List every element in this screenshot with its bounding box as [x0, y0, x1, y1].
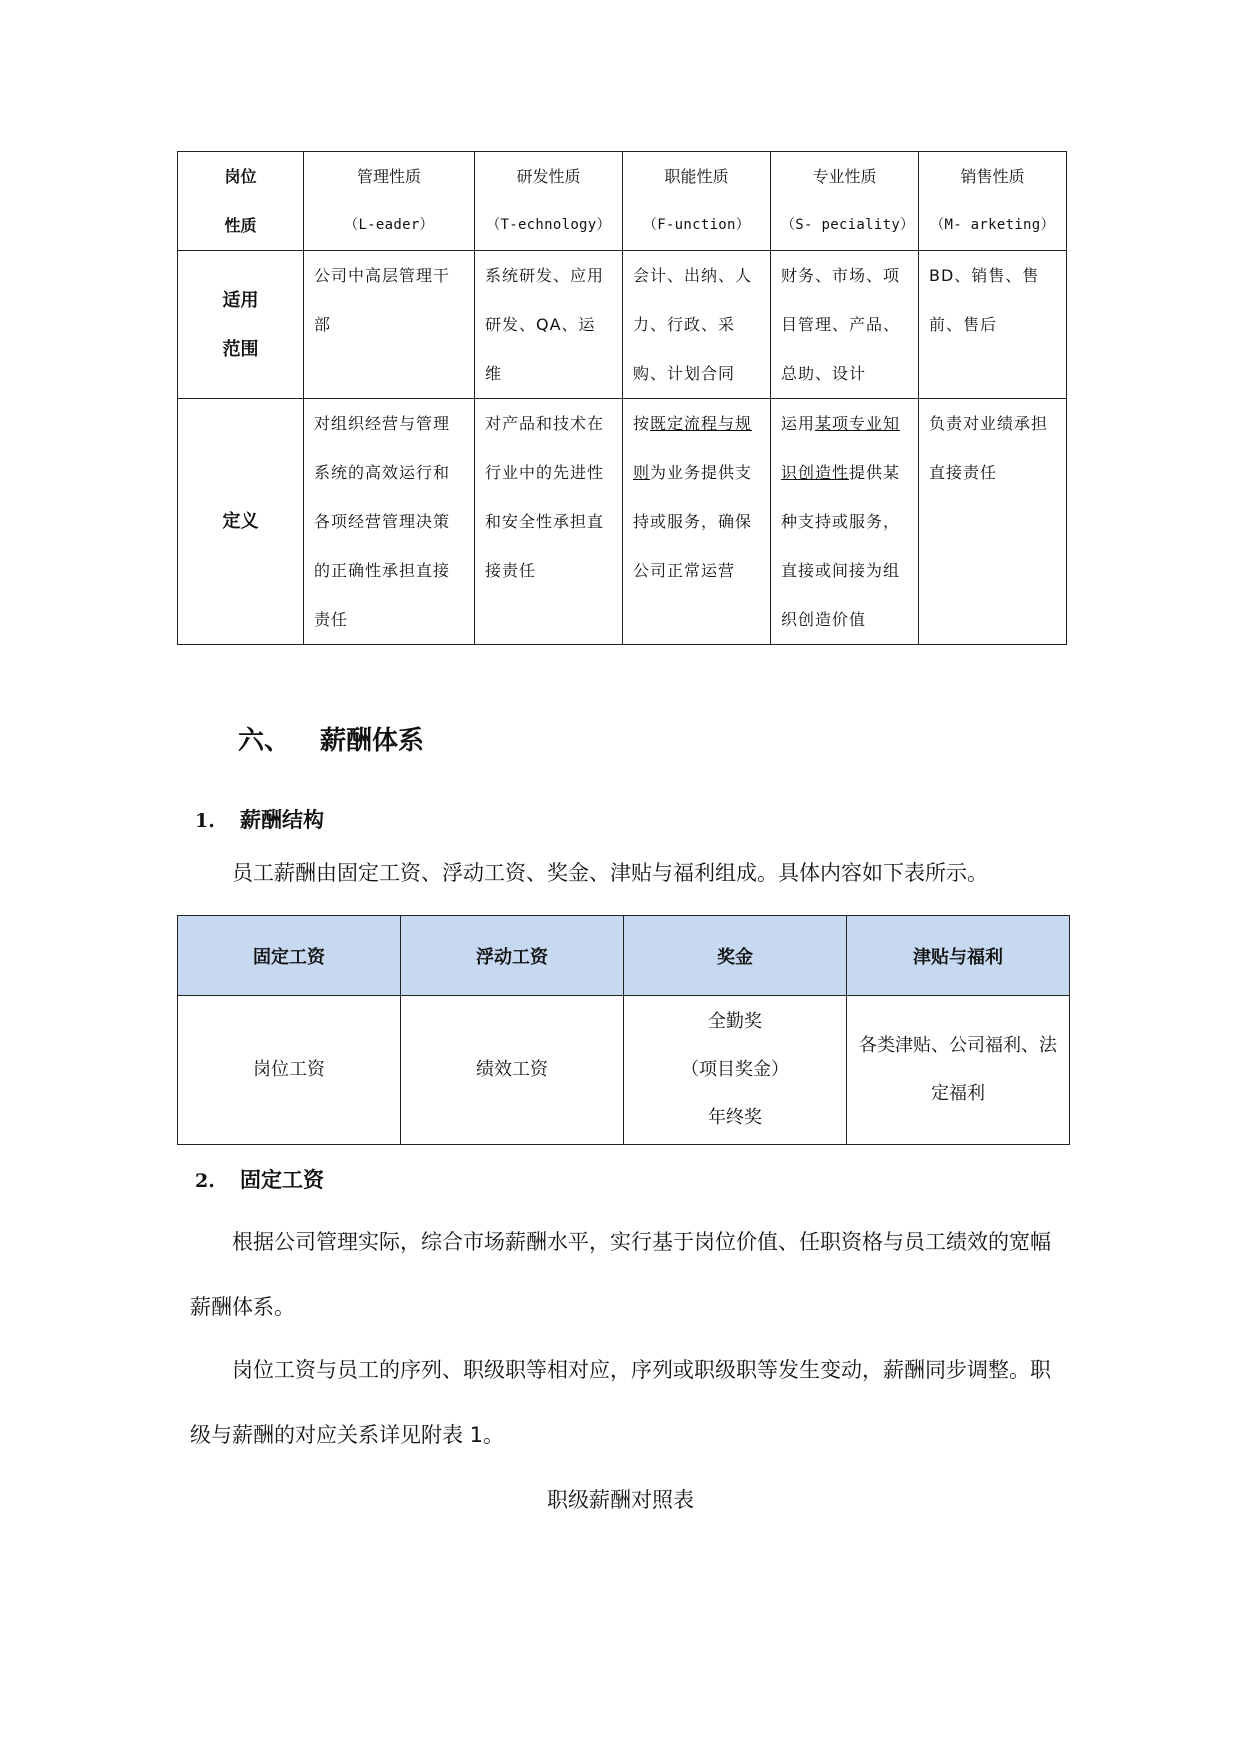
definition-cell-speciality: 运用某项专业知识创造性提供某种支持或服务，直接或间接为组织创造价值: [771, 399, 919, 645]
scope-cell-technology: 系统研发、应用研发、QA、运维: [475, 251, 623, 399]
subheading-title: 薪酬结构: [240, 808, 324, 832]
definition-cell-leader: 对组织经营与管理系统的高效运行和各项经营管理决策的正确性承担直接责任: [304, 399, 475, 645]
header-allowance-benefit: 津贴与福利: [847, 916, 1070, 996]
cell-performance-salary: 绩效工资: [401, 996, 624, 1145]
underlined-phrase: 某项专业知识创造性: [781, 414, 901, 482]
salary-table-header: [178, 916, 1070, 996]
header-bonus: 奖金: [624, 916, 847, 996]
subheading-number: 2.: [195, 1170, 215, 1192]
fixed-salary-paragraph: 根据公司管理实际，综合市场薪酬水平，实行基于岗位价值、任职资格与员工绩效的宽幅薪酬体系。: [190, 1230, 1051, 1319]
definition-cell-technology: 对产品和技术在行业中的先进性和安全性承担直接责任: [475, 399, 623, 645]
section-number: 六、: [238, 726, 291, 756]
col-header-leader: 管理性质 （L-eader）: [304, 152, 475, 251]
cell-bonus: [624, 996, 847, 1145]
salary-structure-table: [177, 915, 1070, 1145]
scope-cell-speciality: 财务、市场、项目管理、产品、总助、设计: [771, 251, 919, 399]
scope-cell-leader: 公司中高层管理干部: [304, 251, 475, 399]
header-floating-salary: 浮动工资: [401, 916, 624, 996]
scope-cell-marketing: BD、销售、售前、售后: [919, 251, 1067, 399]
corner-line-2: 性质: [224, 216, 257, 235]
subheading-salary-structure: [195, 804, 324, 834]
definition-label: 定义: [178, 399, 304, 645]
subheading-number: 1.: [195, 810, 215, 832]
definition-row: [178, 399, 1067, 645]
subheading-fixed-salary: [195, 1164, 324, 1194]
section-heading-salary-system: [238, 720, 424, 757]
table-caption: 职级薪酬对照表: [547, 1488, 694, 1512]
cell-position-salary: 岗位工资: [178, 996, 401, 1145]
section-title: 薪酬体系: [320, 726, 425, 756]
scope-cell-function: 会计、出纳、人力、行政、采购、计划合同: [623, 251, 771, 399]
position-nature-table: [177, 151, 1067, 645]
table-header-row: [178, 152, 1067, 251]
underlined-phrase: 既定流程与规则: [633, 414, 753, 482]
col-header-function: 职能性质 （F-unction）: [623, 152, 771, 251]
intro-paragraph: 员工薪酬由固定工资、浮动工资、奖金、津贴与福利组成。具体内容如下表所示。: [232, 861, 988, 885]
bonus-item: （项目奖金）: [681, 1059, 789, 1080]
scope-row: [178, 251, 1067, 399]
corner-line-1: 岗位: [224, 167, 257, 186]
cell-benefits: 各类津贴、公司福利、法 定福利: [847, 996, 1070, 1145]
scope-label: 适用 范围: [178, 251, 304, 399]
col-header-technology: 研发性质 （T-echnology）: [475, 152, 623, 251]
bonus-item: 全勤奖: [708, 1011, 762, 1032]
col-header-marketing: 销售性质 （M- arketing）: [919, 152, 1067, 251]
corner-header: [178, 152, 304, 251]
definition-cell-marketing: 负责对业绩承担直接责任: [919, 399, 1067, 645]
position-salary-paragraph: 岗位工资与员工的序列、职级职等相对应，序列或职级职等发生变动，薪酬同步调整。职级与薪酬的对应关系详见附表 1。: [190, 1358, 1051, 1447]
header-fixed-salary: 固定工资: [178, 916, 401, 996]
subheading-title: 固定工资: [240, 1168, 324, 1192]
definition-cell-function: 按既定流程与规则为业务提供支持或服务，确保公司正常运营: [623, 399, 771, 645]
bonus-item: 年终奖: [708, 1107, 762, 1128]
salary-table-row: [178, 996, 1070, 1145]
col-header-speciality: 专业性质 （S- peciality）: [771, 152, 919, 251]
